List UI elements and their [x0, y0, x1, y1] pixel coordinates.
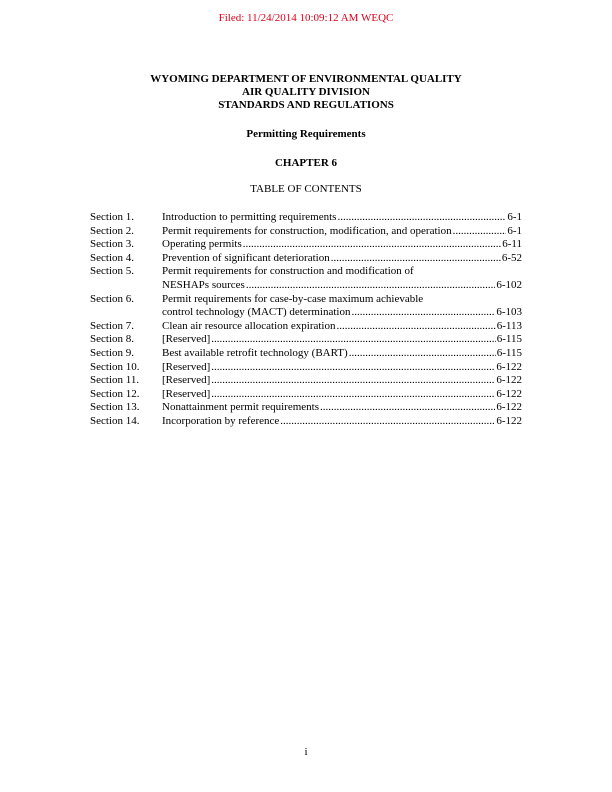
toc-entry — [90, 265, 522, 292]
toc-page-number: 6-122 — [496, 401, 522, 414]
toc-section-title: Nonattainment permit requirements — [162, 401, 320, 414]
header-division: AIR QUALITY DIVISION — [242, 86, 370, 98]
toc-dot-leader — [246, 279, 496, 293]
toc-section-number: Section 13. — [90, 401, 140, 414]
toc-section-title: Permit requirements for construction and modification of — [162, 265, 414, 278]
filed-stamp: Filed: 11/24/2014 10:09:12 AM WEQC — [218, 12, 394, 24]
toc-section-title: [Reserved] — [162, 333, 211, 346]
toc-section-title: control technology (MACT) determination — [162, 306, 351, 319]
toc-page-number: 6-1 — [507, 224, 522, 237]
toc-entry — [90, 401, 522, 415]
toc-entry — [90, 361, 522, 375]
toc-page-number: 6-122 — [496, 360, 522, 373]
chapter-heading: CHAPTER 6 — [274, 157, 338, 169]
toc-page-number: 6-1 — [507, 211, 522, 223]
table-of-contents — [90, 211, 522, 429]
toc-page-number: 6-113 — [496, 319, 522, 332]
toc-section-title: Permit requirements for case-by-case maximum achievable — [162, 292, 424, 305]
toc-section-title: Permit requirements for construction, modification, and operation — [162, 224, 452, 237]
toc-dot-leader — [349, 347, 496, 361]
toc-entry — [90, 415, 522, 429]
toc-dot-leader — [243, 238, 502, 252]
toc-section-number: Section 14. — [90, 414, 140, 427]
toc-page-number: 6-11 — [502, 238, 522, 251]
toc-section-number: Section 9. — [90, 346, 134, 359]
toc-section-number: Section 5. — [90, 265, 134, 278]
page-number: i — [304, 746, 308, 758]
toc-section-title: Clean air resource allocation expiration — [162, 319, 336, 332]
toc-heading: TABLE OF CONTENTS — [250, 183, 362, 195]
toc-dot-leader — [211, 388, 495, 402]
toc-dot-leader — [211, 361, 495, 375]
document-header — [0, 73, 612, 112]
toc-entry — [90, 333, 522, 347]
toc-page-number: 6-115 — [496, 333, 522, 346]
toc-dot-leader — [351, 306, 495, 320]
toc-dot-leader — [280, 415, 495, 429]
toc-page-number: 6-122 — [496, 387, 522, 400]
toc-entry — [90, 225, 522, 239]
toc-dot-leader — [211, 333, 495, 347]
toc-dot-leader — [320, 401, 495, 415]
toc-dot-leader — [337, 211, 506, 225]
toc-section-number: Section 8. — [90, 333, 134, 346]
toc-section-number: Section 7. — [90, 319, 134, 332]
toc-page-number: 6-122 — [496, 374, 522, 387]
toc-entry — [90, 211, 522, 225]
toc-page-number: 6-115 — [496, 346, 522, 359]
toc-section-number: Section 10. — [90, 360, 140, 373]
toc-page-number: 6-52 — [501, 251, 522, 264]
toc-section-title: Prevention of significant deterioration — [162, 251, 330, 264]
toc-entry — [90, 347, 522, 361]
toc-dot-leader — [211, 374, 495, 388]
toc-page-number: 6-102 — [496, 278, 522, 291]
toc-dot-leader — [453, 225, 507, 239]
toc-section-title: NESHAPs sources — [162, 278, 245, 291]
document-subtitle: Permitting Requirements — [246, 128, 366, 140]
toc-page-number: 6-103 — [496, 306, 522, 319]
toc-section-number: Section 12. — [90, 387, 140, 400]
toc-section-number: Section 6. — [90, 292, 134, 305]
toc-section-number: Section 2. — [90, 224, 134, 237]
toc-section-title: Operating permits — [162, 238, 242, 251]
toc-section-title: Incorporation by reference — [162, 414, 280, 427]
toc-section-title: [Reserved] — [162, 387, 211, 400]
toc-page-number: 6-122 — [496, 414, 522, 427]
toc-entry — [90, 320, 522, 334]
toc-section-number: Section 11. — [90, 374, 140, 387]
toc-dot-leader — [331, 252, 501, 266]
toc-section-title: [Reserved] — [162, 374, 211, 387]
toc-entry — [90, 238, 522, 252]
header-agency: WYOMING DEPARTMENT OF ENVIRONMENTAL QUALITY — [150, 73, 462, 85]
toc-dot-leader — [336, 320, 495, 334]
toc-entry — [90, 293, 522, 320]
toc-entry — [90, 388, 522, 402]
toc-section-number: Section 4. — [90, 251, 134, 264]
header-standards: STANDARDS AND REGULATIONS — [218, 99, 394, 111]
toc-entry — [90, 252, 522, 266]
toc-section-title: Best available retrofit technology (BART) — [162, 346, 348, 359]
toc-entry — [90, 374, 522, 388]
toc-section-title: [Reserved] — [162, 360, 211, 373]
toc-section-title: Introduction to permitting requirements — [162, 211, 337, 223]
toc-section-number: Section 1. — [90, 211, 134, 223]
toc-section-number: Section 3. — [90, 238, 134, 251]
